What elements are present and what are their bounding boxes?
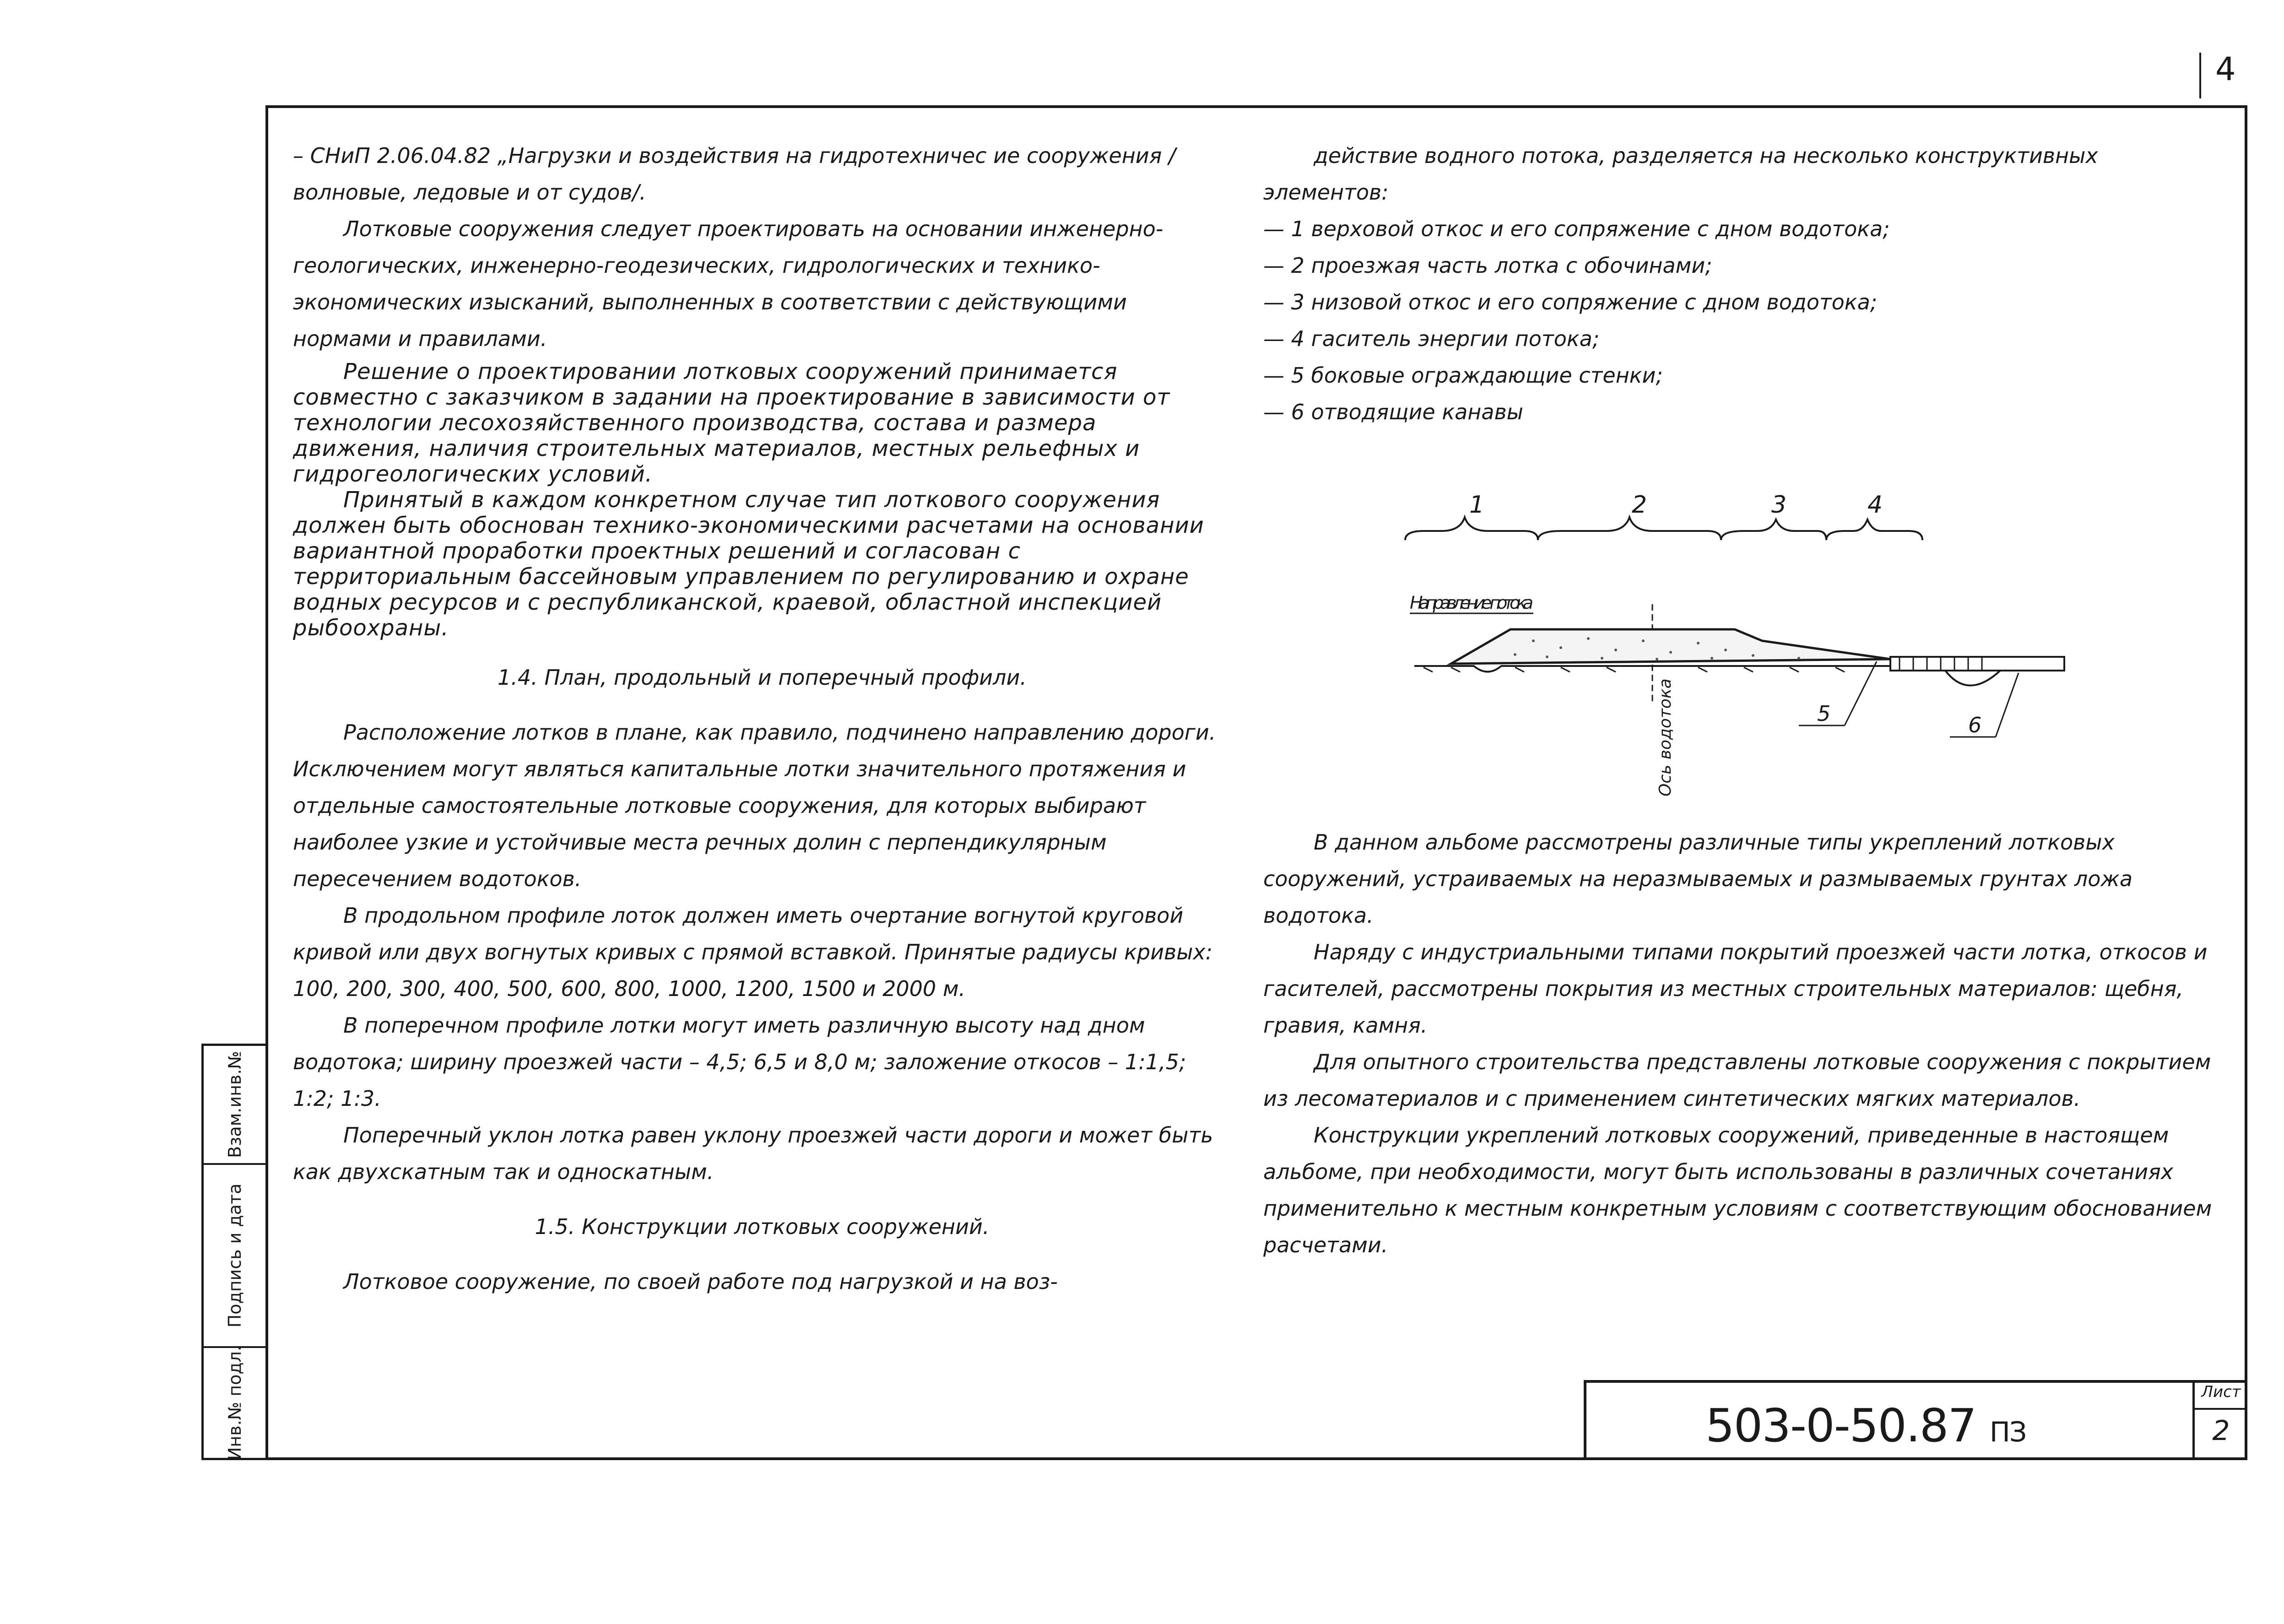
right-column-top [1263, 137, 2224, 430]
element-item-2: — 2 проезжая часть лотка с обочинами; [1263, 253, 1712, 278]
brace-3 [1721, 520, 1826, 540]
paragraph-album-scope: В данном альбоме рассмотрены различные типы укреплений лотковых сооружений, устраиваемых на неразмываемых и размываемых грунтах ложа водотока. [1263, 830, 2133, 928]
snip-reference: – СНиП 2.06.04.82 „Нагрузки и воздействия на гидротехничес ие сооружения /волновые, ледовые и от судов/. [293, 143, 1176, 205]
paragraph-plan: Расположение лотков в плане, как правило, подчинено направлению дороги. Исключением могут являться капитальные лотки значительного протяжения и отдельные самостоятельные лотковые сооружения, для которых выбирают наиболее узкие и устойчивые места речных долин с перпендикулярным пересечением водотоков. [293, 720, 1216, 891]
axis-label: Ось водотока [1656, 678, 1675, 796]
diagram-label-6: 6 [1968, 713, 1982, 737]
energy-dissipator [1890, 657, 2064, 671]
page-number-bar [2199, 53, 2201, 98]
paragraph-local-materials: Наряду с индустриальными типами покрытий проезжей части лотка, откосов и гасителей, рассмотрены покрытия из местных строительных материалов: щебня, гравия, камня. [1263, 940, 2208, 1038]
paragraph-type-selection: Принятый в каждом конкретном случае тип лоткового сооружения должен быть обоснован технико-экономическими расчетами на основании вариантной проработки проектных решений и согласован с территориальным бассейновым управлением по регулированию и охране водных ресурсов и с республиканской, краевой, областной инспекцией рыбоохраны. [293, 487, 1204, 641]
handwritten-insert [293, 359, 1231, 641]
paragraph-structure: Лотковое сооружение, по своей работе под нагрузкой и на воз- [343, 1269, 1058, 1294]
section-heading-1-5: 1.5. Конструкции лотковых сооружений. [535, 1214, 990, 1239]
flow-direction-label: Направление потока [1410, 593, 1533, 613]
callout-6-leader [1996, 673, 2019, 737]
document-code [1705, 1399, 2026, 1452]
strip-cell-inv-no [204, 1345, 265, 1461]
callout-5-leader [1845, 661, 1877, 725]
sheet-number: 2 [2212, 1415, 2230, 1447]
element-item-5: — 5 боковые ограждающие стенки; [1263, 363, 1663, 388]
diagram-label-5: 5 [1817, 701, 1831, 726]
element-item-1: — 1 верховой откос и его сопряжение с дном водотока; [1263, 217, 1890, 241]
diagram-label-1: 1 [1469, 491, 1485, 519]
brace-1 [1405, 517, 1538, 540]
paragraph-design-decision: Решение о проектировании лотковых сооружений принимается совместно с заказчиком в задании на проектирование в зависимости от технологии лесохозяйственного производства, состава и размера движения, наличия строительных материалов, местных рельефных и гидрогеологических условий. [293, 359, 1170, 487]
diagram-label-2: 2 [1632, 491, 1647, 519]
strip-label-sign-date: Подпись и дата [224, 1183, 245, 1328]
diagram-label-3: 3 [1771, 491, 1787, 519]
diagram-label-4: 4 [1867, 491, 1883, 519]
page-number: 4 [2215, 50, 2236, 88]
strip-label-inv-no: Инв.№ подл. [224, 1345, 245, 1461]
element-item-6: — 6 отводящие канавы [1263, 400, 1523, 424]
paragraph-experimental: Для опытного строительства представлены лотковые сооружения с покрытием из лесоматериалов и с применением синтетических мягких материалов. [1263, 1050, 2211, 1111]
paragraph-cross-slope: Поперечный уклон лотка равен уклону проезжей части дороги и может быть как двухскатным так и односкатным. [293, 1123, 1213, 1184]
left-column [293, 137, 1231, 1300]
paragraph-combinations: Конструкции укреплений лотковых сооружений, приведенные в настоящем альбоме, при необходимости, могут быть использованы в различных сочетаниях применительно к местным конкретным условиям с соответствующим обоснованием расчетами. [1263, 1123, 2212, 1257]
sheet-label: Лист [2195, 1383, 2247, 1410]
paragraph-longitudinal-profile: В продольном профиле лоток должен иметь очертание вогнутой круговой кривой или двух вогнутых кривых с прямой вставкой. Принятые радиусы кривых: 100, 200, 300, 400, 500, 600, 800, 1000, 1200, 1500 и 2000 м. [293, 903, 1213, 1001]
title-block [1584, 1380, 2247, 1460]
strip-cell-sign-date [204, 1165, 265, 1348]
element-item-3: — 3 низовой откос и его сопряжение с дном водотока; [1263, 290, 1878, 314]
section-heading-1-4: 1.4. План, продольный и поперечный профили. [498, 665, 1027, 690]
right-column-bottom [1263, 824, 2224, 1263]
brace-4 [1826, 520, 1922, 540]
strip-cell-replace-inv [204, 1046, 265, 1165]
paragraph-design-basis: Лотковые сооружения следует проектировать на основании инженерно-геологических, инженерно-геодезических, гидрологических и технико-экономических изысканий, выполненных в соответствии с действующими нормами и правилами. [293, 217, 1164, 351]
document-code-number: 503-0-50.87 [1705, 1399, 1976, 1452]
cross-section-diagram [1396, 485, 2138, 806]
strip-label-replace-inv: Взам.инв.№ [224, 1051, 245, 1158]
paragraph-cross-profile: В поперечном профиле лотки могут иметь различную высоту над дном водотока; ширину проезжей части – 4,5; 6,5 и 8,0 м; заложение откосов – 1:1,5; 1:2; 1:3. [293, 1013, 1186, 1111]
paragraph-elements-intro: действие водного потока, разделяется на несколько конструктивных элементов: [1263, 143, 2098, 205]
element-item-4: — 4 гаситель энергии потока; [1263, 326, 1600, 351]
outlet-ditch [1945, 671, 2000, 686]
side-approval-strip [201, 1044, 265, 1460]
embankment-profile [1451, 629, 1890, 664]
brace-2 [1538, 517, 1721, 540]
document-code-suffix: ПЗ [1989, 1416, 2026, 1448]
sheet-box [2192, 1383, 2247, 1460]
